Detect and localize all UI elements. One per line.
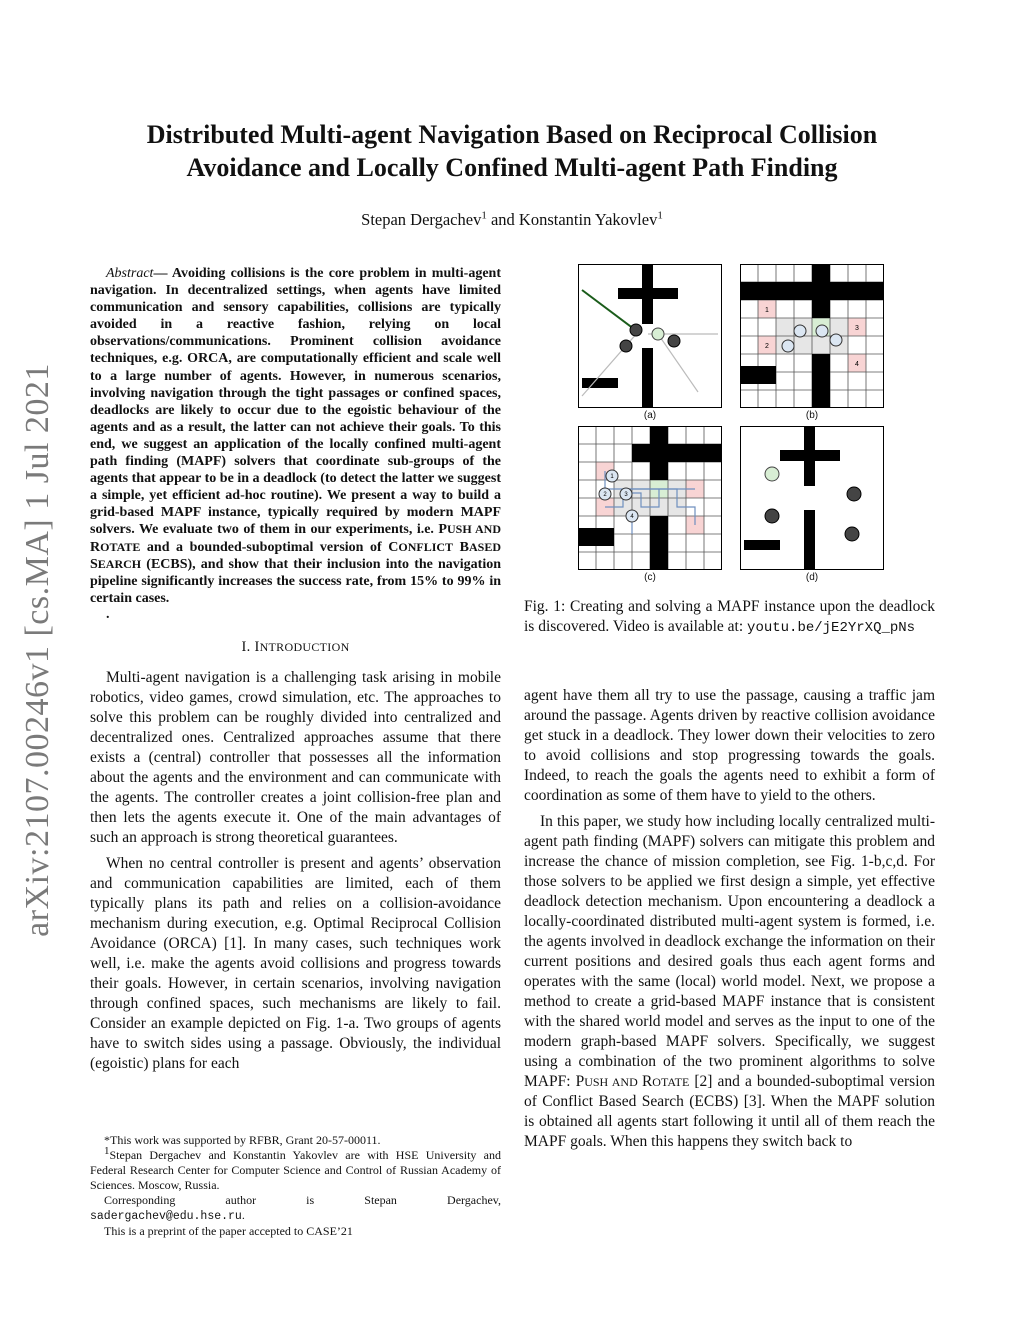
intro-paragraph-2: When no central controller is present and agents’ observation and communication capabilities are limited, each of them typically plans its path and relies on a collision-avoidance mechanism during execution, e.g. Optimal Reciprocal Collision Avoidance (ORCA) [1]. In many cases, such techniques work well, i.e. make the agents avoid collisions and progress towards their goals. However, in certain scenarios, involving navigation through confined spaces, such mechanisms are likely to fail. Consider an example depicted on Fig. 1-a. Two groups of agents have to switch sides using a passage. Obviously, the individual (egoistic) plans for each — [90, 854, 501, 1072]
intro-paragraph-3 — [524, 812, 935, 1152]
abstract-sc: EARCH — [97, 556, 142, 571]
agent-circle — [630, 324, 642, 336]
figure-1 — [524, 258, 935, 593]
agent-circle — [652, 328, 664, 340]
panel-c — [578, 426, 722, 570]
affiliation-mark-2: 1 — [657, 209, 663, 222]
panel-label-d: (d) — [805, 572, 819, 583]
agent-circle — [794, 325, 806, 337]
intro-paragraph-3-text-1: In this paper, we study how including locally centralized multi-agent path finding (MAPF) solvers can mitigate this problem and increase the chance of mission completion, see Fig. 1-b,c,d. For those solvers to be applied we first design a simple, yet effective deadlock detection mechanism. Upon encountering a deadlock a locally-coordinated distributed multi-agent system is formed, i.e. the agents involved in deadlock exchange the information on their current positions and desired goals thus each agent forms and operates with the same (local) world model. Next, we propose a method to create a grid-based MAPF instance that is consistent with the shared world model and serves as the input to one of the modern graph-based MAPF solvers. Specifically, we suggest using a combination of the two prominent algorithms to solve MAPF: — [524, 813, 935, 1090]
algo-name-sc: OTATE — [652, 1075, 690, 1089]
agent-circle — [830, 334, 842, 346]
agent-number: 2 — [603, 492, 607, 498]
author-line — [90, 210, 934, 230]
algo-name-sc: R — [641, 1073, 653, 1090]
right-body — [524, 686, 935, 1152]
abstract-sc: S — [90, 556, 98, 572]
section-title-initial: I — [254, 638, 260, 655]
video-link[interactable]: youtu.be/jE2YrXQ_pNs — [747, 620, 916, 636]
author-2: Konstantin Yakovlev — [518, 210, 658, 229]
abstract-text-2: and a bounded-suboptimal version of — [140, 539, 389, 555]
wall-block — [650, 516, 668, 570]
abstract-text-1: Avoiding collisions is the core problem in multi-agent navigation. In decentralized settings, when agents have limited communication and sensory capabilities, collisions are typically avoided in a reactive fashion, relying on local observations/communications. Prominent collision avoidance techniques, e.g. ORCA, are computationally efficient and scale well to a large number of agents. However, in numerous scenarios, involving navigation through the tight passages or confined spaces, deadlocks are likely to occur due to the egoistic behaviour of the agents and as a result, the latter can not achieve their goals. To this end, we suggest an application of the locally confined multi-agent path finding (MAPF) solvers that coordinate sub-groups of the agents that appear to be in a deadlock (to detect the latter we suggest a simple, yet efficient ad-hoc routine). We present a way to build a grid-based MAPF instance, typically required by modern MAPF solvers. We evaluate two of them in our experiments, i.e. — [90, 266, 501, 538]
wall-block — [804, 510, 815, 570]
wall-block — [582, 378, 618, 388]
footnote-period: . — [241, 1208, 245, 1222]
algo-name-sc: AND — [608, 1075, 642, 1089]
agent-circle — [765, 467, 779, 481]
agent-circle — [765, 509, 779, 523]
affiliation-mark-1: 1 — [481, 209, 487, 222]
cell-number: 3 — [855, 325, 859, 332]
abstract-sc: R — [90, 539, 101, 555]
wall-block — [618, 288, 678, 299]
panel-label-a: (a) — [643, 410, 657, 421]
section-number: I. — [241, 638, 255, 655]
author-1: Stepan Dergachev — [361, 210, 482, 229]
footnote-funding: *This work was supported by RFBR, Grant 20-57-00011. — [104, 1133, 381, 1147]
abstract-sc: C — [388, 539, 399, 555]
algo-name-sc: P — [575, 1073, 585, 1090]
paper-title — [90, 118, 934, 184]
arxiv-side-banner — [18, 363, 58, 937]
footnote-email-line — [90, 1208, 501, 1224]
agent-number: 3 — [624, 492, 628, 498]
agent-circle — [620, 340, 632, 352]
wall-block — [780, 450, 840, 461]
algo-name-sc: USH — [584, 1075, 609, 1089]
wall-block — [642, 348, 653, 408]
wall-block — [812, 354, 830, 408]
title-line-2: Avoidance and Locally Confined Multi-agent Path Finding — [186, 153, 838, 182]
footnote-corresponding — [90, 1193, 501, 1208]
abstract-sc: OTATE — [100, 539, 141, 554]
agent-circle — [845, 527, 859, 541]
abstract-sc: B — [453, 539, 469, 555]
agent-number: 1 — [610, 474, 614, 480]
agent-circle — [847, 487, 861, 501]
intro-paragraph-1: Multi-agent navigation is a challenging task arising in mobile robotics, video games, crowd simulation, etc. The approaches to solve this problem can be roughly divided into centralized and decentralized ones. Centralized approaches assume that there exists a (central) controller that possesses all the information about the agents and the environment and can communicate with the agents. The controller creates a joint collision-free plan and then lets the agents execute it. One of the main advantages of such an approach is strong theoretical guarantees. — [90, 668, 501, 846]
footnote-rule — [90, 1128, 501, 1129]
panel-b — [740, 264, 884, 408]
figure-caption — [524, 597, 935, 638]
left-column — [90, 265, 501, 1074]
wall-block — [578, 528, 614, 546]
corresponding-email: sadergachev@edu.hse.ru — [90, 1210, 242, 1223]
agent-circle — [668, 335, 680, 347]
cell-number: 2 — [765, 343, 769, 350]
agent-circle — [782, 340, 794, 352]
cell-number: 4 — [855, 361, 859, 368]
wall-block — [740, 282, 884, 300]
right-column — [524, 258, 935, 1152]
agent-circle — [816, 325, 828, 337]
author-separator: and — [486, 210, 519, 229]
wall-block — [744, 540, 780, 550]
section-title-rest: NTRODUCTION — [259, 639, 350, 654]
abstract-sc: AND — [471, 522, 501, 537]
abstract-dash: — — [153, 266, 172, 281]
footnote-affiliation — [90, 1145, 501, 1193]
wall-block — [632, 444, 722, 462]
abstract — [90, 265, 501, 607]
abstract-text-3: (ECBS), and show that their inclusion into the navigation pipeline significantly increases the success rate, from 15% to 99% in certain cases. — [90, 556, 501, 606]
intro-paragraph-2-continued: agent have them all try to use the passage, causing a traffic jam around the passage. Agents driven by reactive collision avoidance get stuck in a deadlock. They lower down their velocities to zero to avoid collisions and stop progressing towards the goals. Indeed, to reach the goals the agents need to exhibit a form of coordination as some of them have to yield to the others. — [524, 687, 935, 804]
abstract-sc: ONFLICT — [398, 539, 454, 554]
intro-paragraph-3-text-2: [2] and a bounded-suboptimal version of Conflict Based Search (ECBS) [3]. When the MAPF solution is obtained all agents start following it until all of them reach the MAPF goals. When this happens they switch back to — [524, 1073, 935, 1150]
section-heading-introduction — [90, 639, 501, 656]
footnote-affiliation-text: Stepan Dergachev and Konstantin Yakovlev are with HSE University and Federal Research Center for Computer Science and Control of Russian Academy of Sciences. Moscow, Russia. — [90, 1148, 501, 1192]
footnote-corresponding-text: Corresponding author is Stepan Dergachev, — [104, 1193, 501, 1207]
wall-block — [740, 366, 776, 384]
cell-number: 1 — [765, 307, 769, 314]
panel-d — [740, 426, 884, 570]
caption-text: Fig. 1: Creating and solving a MAPF instance upon the deadlock is discovered. Video is available at: — [524, 598, 935, 635]
abstract-sc: USH — [446, 522, 472, 537]
abstract-sc: ASED — [468, 539, 501, 554]
title-line-1: Distributed Multi-agent Navigation Based on Reciprocal Collision — [146, 120, 878, 149]
abstract-dot: . — [106, 606, 110, 622]
footnotes — [90, 1118, 501, 1239]
panel-label-b: (b) — [805, 410, 819, 421]
footnote-mark: 1 — [104, 1145, 110, 1157]
footnote-preprint: This is a preprint of the paper accepted to CASE’21 — [104, 1224, 353, 1238]
abstract-label: Abstract — [106, 266, 154, 281]
arxiv-identifier: arXiv:2107.00246v1 [cs.MA] 1 Jul 2021 — [19, 363, 57, 937]
panel-a — [578, 264, 722, 408]
abstract-sc: P — [438, 522, 447, 538]
panel-label-c: (c) — [644, 572, 656, 583]
agent-number: 4 — [630, 514, 634, 520]
